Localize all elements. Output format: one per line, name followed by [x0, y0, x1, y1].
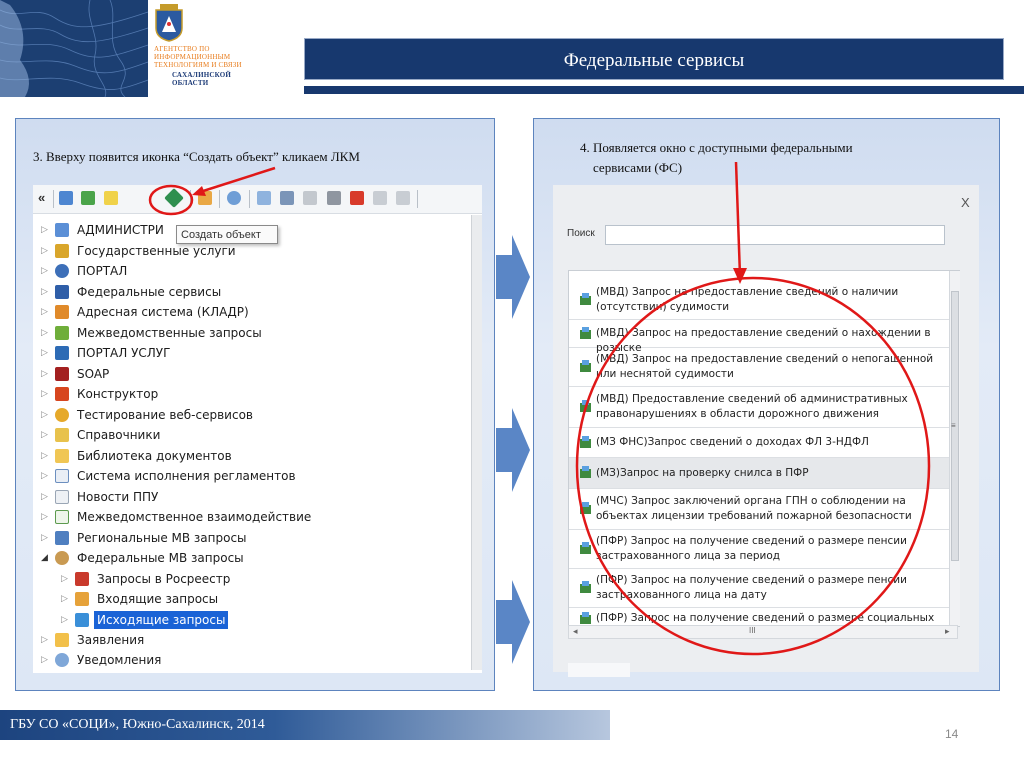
- tree-item-label: Новости ППУ: [77, 490, 159, 504]
- service-title: (МВД) Предоставление сведений об административных правонарушениях в области дорожного движения: [596, 393, 908, 420]
- move-icon[interactable]: [280, 191, 294, 205]
- service-title: (МВД) Запрос на предоставление сведений о нахождении в розыске: [596, 327, 931, 354]
- gear-icon: [55, 408, 69, 422]
- flow-arrow-icon: [496, 235, 530, 319]
- expand-arrow-icon[interactable]: ▷: [41, 369, 48, 379]
- annotation-ellipse: [560, 160, 940, 660]
- service-title: (МЗ)Запрос на проверку снилса в ПФР: [596, 467, 809, 479]
- expand-arrow-icon[interactable]: ▷: [41, 287, 48, 297]
- toolbar-divider: [417, 190, 418, 208]
- federal-services-icon: [55, 285, 69, 299]
- service-title: (МЧС) Запрос заключений органа ГПН о соблюдении на объектах лицензии требований пожарной безопасности: [596, 495, 912, 522]
- left-panel-caption: 3. Вверху появится иконка “Создать объект” кликаем ЛКМ: [33, 149, 360, 164]
- expand-arrow-icon[interactable]: ▷: [41, 410, 48, 420]
- expand-arrow-icon[interactable]: ▷: [41, 635, 48, 645]
- tree-item-label: Исходящие запросы: [94, 611, 228, 629]
- expand-arrow-icon[interactable]: ▷: [41, 246, 48, 256]
- new-document-icon[interactable]: [104, 191, 118, 205]
- expand-arrow-icon[interactable]: ▷: [41, 328, 48, 338]
- tree-item-label: Запросы в Росреестр: [97, 572, 231, 586]
- expand-arrow-icon[interactable]: ▷: [61, 615, 68, 625]
- tree-scrollbar[interactable]: [471, 215, 482, 670]
- footer-bar: [0, 710, 610, 740]
- tree-item-label: Региональные МВ запросы: [77, 531, 247, 545]
- expand-arrow-icon[interactable]: ▷: [41, 225, 48, 235]
- tree-item-label: Конструктор: [77, 387, 159, 401]
- properties-icon[interactable]: [59, 191, 73, 205]
- delete-icon[interactable]: [350, 191, 364, 205]
- tree-item-label: Тестирование веб-сервисов: [77, 408, 253, 422]
- header-map-image: [0, 0, 148, 97]
- agency-name-line2: ИНФОРМАЦИОННЫМ: [154, 53, 231, 61]
- interagency-icon: [55, 326, 69, 340]
- tree-item-label: Адресная система (КЛАДР): [77, 305, 249, 319]
- scrollbar-grip-icon: ≡: [951, 421, 956, 430]
- service-title: (МВД) Запрос на предоставление сведений о непогашенной или неснятой судимости: [596, 353, 934, 380]
- scroll-right-icon[interactable]: ▸: [945, 626, 950, 636]
- toolbar-divider: [53, 190, 54, 208]
- coat-of-arms-icon: [154, 4, 184, 42]
- agency-name-line5: ОБЛАСТИ: [172, 79, 209, 87]
- service-title: (МВД) Запрос на предоставление сведений о наличии (отсутствии) судимости: [596, 286, 899, 313]
- portal-icon: [55, 264, 69, 278]
- footer-strip: [568, 663, 630, 677]
- expand-arrow-icon[interactable]: ▷: [61, 574, 68, 584]
- notifications-icon: [55, 653, 69, 667]
- directory-icon: [55, 428, 69, 442]
- applications-icon: [55, 633, 69, 647]
- tree-item-label: АДМИНИСТРИ: [77, 223, 164, 237]
- service-title: (ПФР) Запрос на получение сведений о размере социальных: [596, 612, 935, 624]
- tree-item-label: ПОРТАЛ: [77, 264, 128, 278]
- save-icon[interactable]: [327, 191, 341, 205]
- constructor-icon: [55, 387, 69, 401]
- address-icon: [55, 305, 69, 319]
- service-title: (ПФР) Запрос на получение сведений о размере пенсии застрахованного лица на дату: [596, 574, 907, 601]
- services-portal-icon: [55, 346, 69, 360]
- federal-requests-icon: [55, 551, 69, 565]
- rosreestr-icon: [75, 572, 89, 586]
- page-number: 14: [945, 727, 959, 741]
- expand-arrow-icon[interactable]: ▷: [41, 348, 48, 358]
- expand-arrow-icon[interactable]: ▷: [61, 594, 68, 604]
- create-object-tooltip: Создать объект: [176, 225, 278, 244]
- title-bar: [304, 38, 1004, 80]
- tree-item-label: Межведомственное взаимодействие: [77, 510, 312, 524]
- title-underline-divider: [304, 86, 1024, 94]
- search-label: Поиск: [567, 228, 595, 239]
- expand-arrow-icon[interactable]: ▷: [41, 512, 48, 522]
- annotation-highlight: [140, 160, 280, 220]
- flow-arrow-icon: [496, 580, 530, 664]
- agency-name-line3: ТЕХНОЛОГИЯМ И СВЯЗИ: [154, 61, 242, 69]
- tree-item-label: SOAP: [77, 367, 110, 381]
- tree-item-label: Справочники: [77, 428, 161, 442]
- expand-arrow-icon[interactable]: ▷: [41, 451, 48, 461]
- regional-icon: [55, 531, 69, 545]
- close-icon[interactable]: X: [961, 195, 970, 210]
- news-icon: [55, 490, 69, 504]
- rights-icon[interactable]: [373, 191, 387, 205]
- lock-icon[interactable]: [303, 191, 317, 205]
- right-panel-caption-line2: сервисами (ФС): [593, 160, 683, 175]
- tree-item-label: Государственные услуги: [77, 244, 236, 258]
- library-icon: [55, 449, 69, 463]
- inbox-icon: [75, 592, 89, 606]
- interaction-icon: [55, 510, 69, 524]
- tree-item-label: Входящие запросы: [97, 592, 219, 606]
- collapse-arrow-icon[interactable]: ◢: [41, 553, 48, 563]
- tree-item-label: Система исполнения регламентов: [77, 469, 296, 483]
- agency-name-line4: САХАЛИНСКОЙ: [172, 71, 232, 79]
- gov-services-icon: [55, 244, 69, 258]
- agency-name-line1: АГЕНТСТВО ПО: [154, 45, 210, 53]
- expand-arrow-icon[interactable]: ▷: [41, 471, 48, 481]
- right-panel-caption-line1: 4. Появляется окно с доступными федеральными: [580, 140, 853, 155]
- outbox-icon: [75, 613, 89, 627]
- admin-icon: [55, 223, 69, 237]
- scrollbar-grip-icon: III: [749, 626, 756, 635]
- footer-text: ГБУ СО «СОЦИ», Южно-Сахалинск, 2014: [10, 717, 265, 732]
- page-title: Федеральные сервисы: [563, 50, 745, 71]
- expand-arrow-icon[interactable]: ▷: [41, 492, 48, 502]
- tree-item-label: Федеральные МВ запросы: [77, 551, 244, 565]
- tree-item-label: Уведомления: [77, 653, 162, 667]
- tree-item-label: Федеральные сервисы: [77, 285, 222, 299]
- list-scrollbar[interactable]: [949, 271, 960, 626]
- tree-item-label: Заявления: [77, 633, 145, 647]
- tree-item-label: Библиотека документов: [77, 449, 232, 463]
- flow-arrow-icon: [496, 408, 530, 492]
- expand-arrow-icon[interactable]: ▷: [41, 307, 48, 317]
- expand-arrow-icon[interactable]: ▷: [41, 655, 48, 665]
- collapse-button[interactable]: «: [38, 190, 46, 205]
- expand-arrow-icon[interactable]: ▷: [41, 533, 48, 543]
- rights-remove-icon[interactable]: [396, 191, 410, 205]
- expand-arrow-icon[interactable]: ▷: [41, 430, 48, 440]
- left-screenshot: [33, 185, 482, 673]
- expand-arrow-icon[interactable]: ▷: [41, 266, 48, 276]
- tree-item-label: ПОРТАЛ УСЛУГ: [77, 346, 171, 360]
- scroll-left-icon[interactable]: ◂: [573, 626, 578, 636]
- refresh-icon[interactable]: [81, 191, 95, 205]
- tree-item-label: Межведомственные запросы: [77, 326, 262, 340]
- service-title: (ПФР) Запрос на получение сведений о размере пенсии застрахованного лица за период: [596, 535, 907, 562]
- sigma-icon: [55, 469, 69, 483]
- soap-icon: [55, 367, 69, 381]
- expand-arrow-icon[interactable]: ▷: [41, 389, 48, 399]
- service-title: (МЗ ФНС)Запрос сведений о доходах ФЛ 3-НДФЛ: [596, 436, 869, 448]
